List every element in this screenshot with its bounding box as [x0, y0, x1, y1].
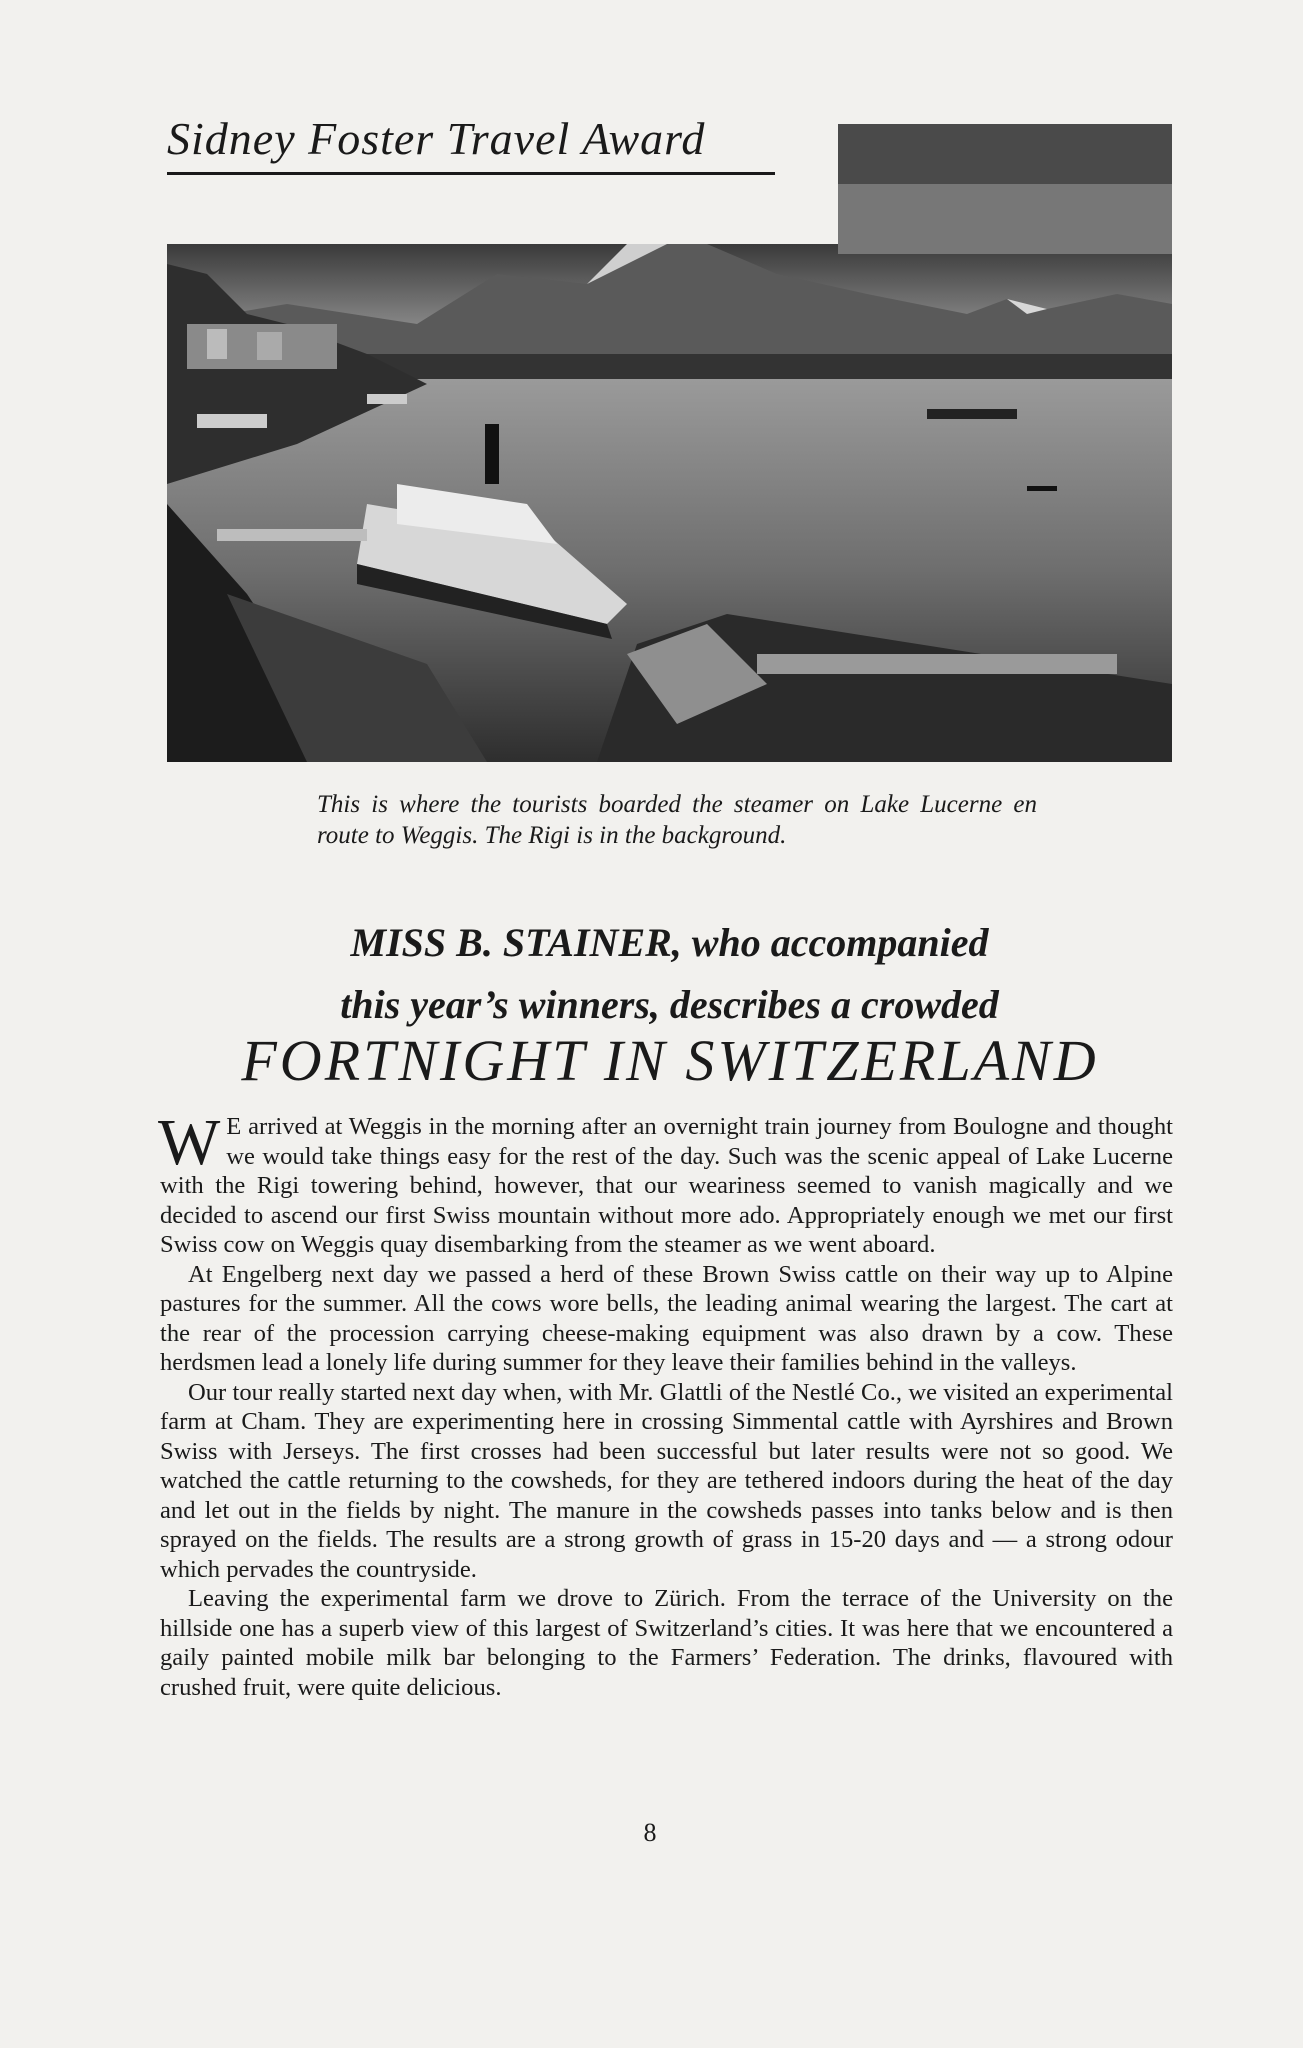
lake-lucerne-photo: [167, 124, 1172, 762]
intro-line-1: MISS B. STAINER, who accompanied: [350, 920, 989, 965]
intro-line-2: this year’s winners, describes a crowded: [340, 982, 999, 1027]
paragraph-3: Our tour really started next day when, with Mr. Glattli of the Nestlé Co., we visited an experimental farm at Cham. They are experimenting here in crossing Simmental cattle with Ayrshires and Brown Swiss with Jerseys. The first crosses had been successful but later results were not so good. We watched the cattle returning to the cowsheds, for they are tethered indoors during the heat of the day and let out in the fields by night. The manure in the cowsheds passes into tanks below and is then sprayed on the fields. The results are a strong growth of grass in 15-20 days and — a strong odour which pervades the countryside.: [160, 1378, 1173, 1583]
article-intro: [167, 912, 1172, 1036]
section-title: Sidney Foster Travel Award: [167, 113, 706, 164]
photo-caption: This is where the tourists boarded the steamer on Lake Lucerne en route to Weggis. The Rigi is in the background.: [317, 791, 1037, 849]
paragraph-1: [158, 1106, 1173, 1260]
page-number: 8: [643, 1818, 657, 1847]
paragraph-2: At Engelberg next day we passed a herd of these Brown Swiss cattle on their way up to Alpine pastures for the summer. All the cows wore bells, the leading animal wearing the largest. The cart at the rear of the procession carrying cheese-making equipment was also drawn by a cow. These herdsmen lead a lonely life during summer for they leave their families behind in the valleys.: [160, 1260, 1173, 1376]
paragraph-4: Leaving the experimental farm we drove to Zürich. From the terrace of the University on the hillside one has a superb view of this largest of Switzerland’s cities. It was here that we encountered a gaily painted mobile milk bar belonging to the Farmers’ Federation. The drinks, flavoured with crushed fruit, were quite delicious.: [160, 1585, 1173, 1701]
article-body: [158, 1106, 1173, 1702]
article-headline: FORTNIGHT IN SWITZERLAND: [241, 1028, 1099, 1093]
drop-cap: W: [158, 1106, 221, 1179]
steamer-photo-illustration: [167, 124, 1172, 762]
paragraph-1-text: E arrived at Weggis in the morning after an overnight train journey from Boulogne and thought we would take things easy for the rest of the day. Such was the scenic appeal of Lake Lucerne with the Rigi towering behind, however, that our weariness seemed to vanish magically and we decided to ascend our first Swiss mountain without more ado. Appropriately enough we met our first Swiss cow on Weggis quay disembarking from the steamer as we went aboard.: [160, 1113, 1173, 1258]
section-title-underline: [167, 172, 775, 175]
